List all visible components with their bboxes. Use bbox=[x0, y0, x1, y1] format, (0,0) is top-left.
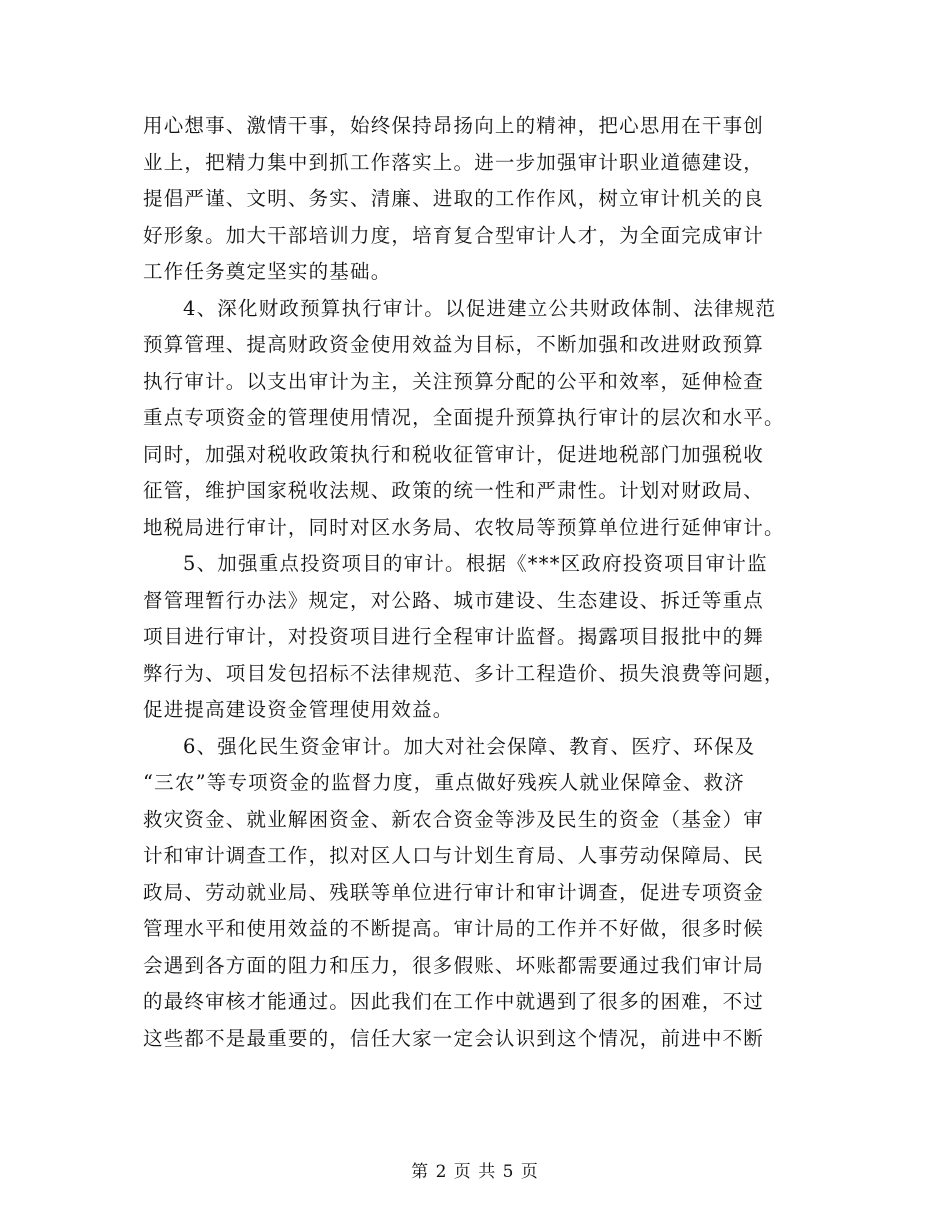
text-line: 这些都不是最重要的，信任大家一定会认识到这个情况，前进中不断 bbox=[143, 1026, 765, 1050]
text-line: 促进提高建设资金管理使用效益。 bbox=[143, 698, 454, 721]
text-line: 计和审计调查工作，拟对区人口与计划生育局、人事劳动保障局、民 bbox=[143, 844, 765, 867]
text-line: 用心想事、激情干事，始终保持昂扬向上的精神，把心思用在干事创 bbox=[143, 114, 765, 137]
text-line: 执行审计。以支出审计为主，关注预算分配的公平和效率，延伸检查 bbox=[143, 369, 765, 393]
text-line: 重点专项资金的管理使用情况，全面提升预算执行审计的层次和水平。 bbox=[143, 406, 785, 429]
text-line: 督管理暂行办法》规定，对公路、城市建设、生态建设、拆迁等重点 bbox=[143, 588, 765, 612]
text-line: 救灾资金、就业解困资金、新农合资金等涉及民生的资金（基金）审 bbox=[143, 807, 765, 831]
page-number-footer: 第 2 页 共 5 页 bbox=[411, 1162, 539, 1182]
text-line: 预算管理、提高财政资金使用效益为目标，不断加强和改进财政预算 bbox=[143, 333, 765, 356]
text-line: 弊行为、项目发包招标不法律规范、多计工程造价、损失浪费等问题， bbox=[143, 661, 785, 685]
text-line: 业上，把精力集中到抓工作落实上。进一步加强审计职业道德建设， bbox=[143, 150, 765, 174]
text-line: 工作任务奠定坚实的基础。 bbox=[143, 260, 392, 283]
text-line: 项目进行审计，对投资项目进行全程审计监督。揭露项目报批中的舞 bbox=[143, 625, 765, 648]
text-line: 地税局进行审计，同时对区水务局、农牧局等预算单位进行延伸审计。 bbox=[143, 515, 785, 539]
text-line: 6、强化民生资金审计。加大对社会保障、教育、医疗、环保及 bbox=[183, 734, 756, 758]
text-line: 政局、劳动就业局、残联等单位进行审计和审计调查，促进专项资金 bbox=[143, 880, 765, 904]
text-line: 管理水平和使用效益的不断提高。审计局的工作并不好做，很多时候 bbox=[143, 917, 765, 940]
text-line: 好形象。加大干部培训力度，培育复合型审计人才，为全面完成审计 bbox=[143, 223, 765, 247]
text-line: 会遇到各方面的阻力和压力，很多假账、坏账都需要通过我们审计局 bbox=[143, 953, 765, 977]
text-line: 的最终审核才能通过。因此我们在工作中就遇到了很多的困难，不过 bbox=[143, 990, 765, 1013]
body-text bbox=[143, 108, 815, 1057]
text-line: 5、加强重点投资项目的审计。根据《***区政府投资项目审计监 bbox=[183, 552, 768, 575]
text-line: 征管，维护国家税收法规、政策的统一性和严肃性。计划对财政局、 bbox=[143, 479, 765, 502]
text-line: 4、深化财政预算执行审计。以促进建立公共财政体制、法律规范 bbox=[183, 296, 777, 320]
text-line: 提倡严谨、文明、务实、清廉、进取的工作作风，树立审计机关的良 bbox=[143, 187, 765, 210]
text-line: 同时，加强对税收政策执行和税收征管审计，促进地税部门加强税收 bbox=[143, 442, 765, 466]
text-line: “三农”等专项资金的监督力度，重点做好残疾人就业保障金、救济 bbox=[143, 771, 745, 794]
